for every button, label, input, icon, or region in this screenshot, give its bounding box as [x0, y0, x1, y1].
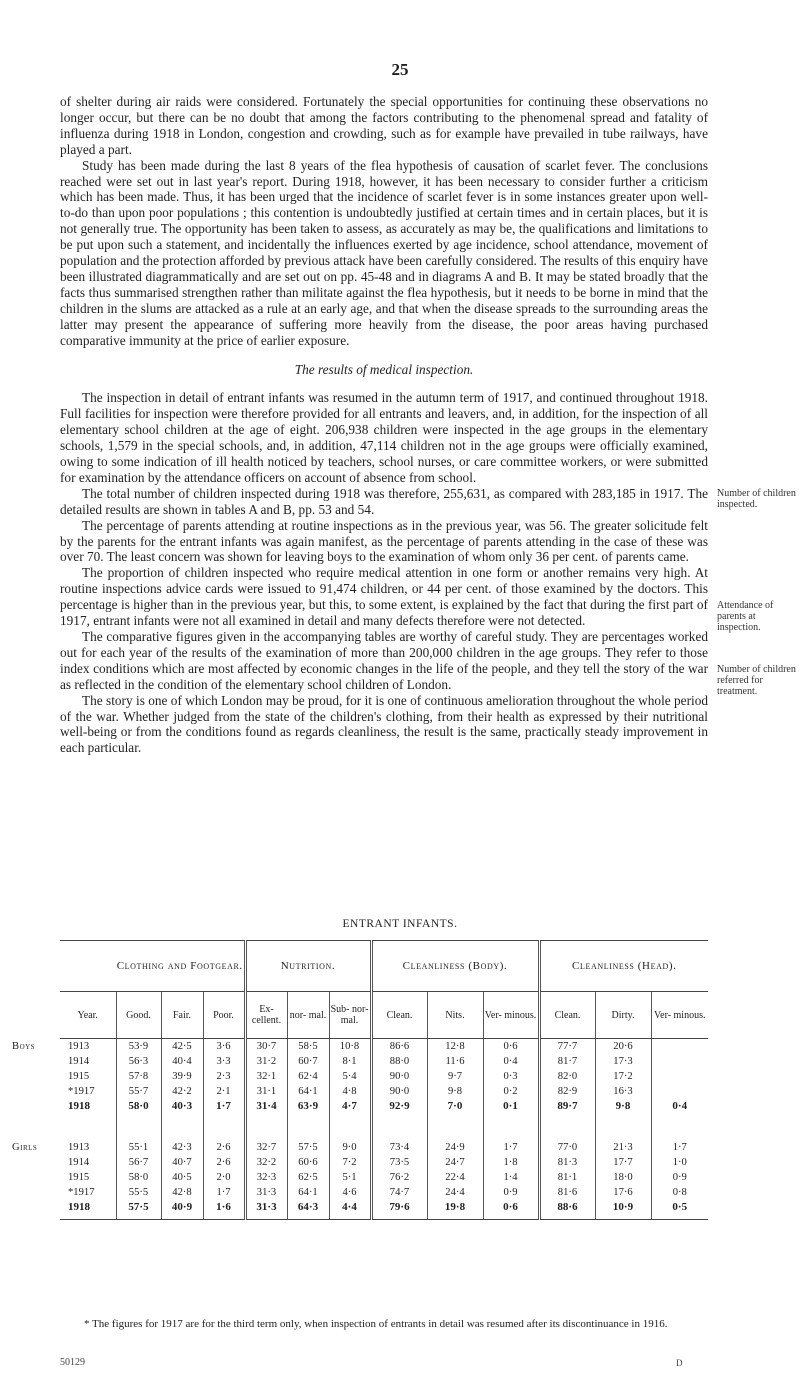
table-cell: 42·8 [161, 1185, 203, 1200]
table-cell: 32·7 [245, 1140, 287, 1155]
table-cell: 90·0 [371, 1069, 427, 1084]
table-cell: 1·7 [203, 1099, 245, 1114]
table-cell: 4·6 [329, 1185, 371, 1200]
table-spacer [60, 1114, 708, 1140]
table-cell: 1·0 [651, 1155, 708, 1170]
table-cell: 0·6 [483, 1039, 539, 1055]
table-cell: 77·0 [539, 1140, 595, 1155]
table-cell: 0·5 [651, 1200, 708, 1220]
margin-note-children-inspected: Number of children inspected. [717, 488, 796, 510]
table-cell: 30·7 [245, 1039, 287, 1055]
table-cell: 77·7 [539, 1039, 595, 1055]
table-cell: 42·2 [161, 1084, 203, 1099]
margin-note-attendance: Attendance of parents at inspection. [717, 600, 774, 633]
table-cell: 2·3 [203, 1069, 245, 1084]
table-cell: 10·8 [329, 1039, 371, 1055]
table-cell: 62·4 [287, 1069, 329, 1084]
table-cell: 19·8 [427, 1200, 483, 1220]
table-cell: 57·5 [287, 1140, 329, 1155]
table-row [60, 1084, 708, 1099]
table-cell: 40·7 [161, 1155, 203, 1170]
table-cell: 4·8 [329, 1084, 371, 1099]
table-cell: 42·5 [161, 1039, 203, 1055]
table-cell: 56·7 [116, 1155, 161, 1170]
table-cell: 73·5 [371, 1155, 427, 1170]
table-row [60, 1155, 708, 1170]
table-row [60, 1200, 708, 1220]
table-cell: 0·1 [483, 1099, 539, 1114]
table-cell: 56·3 [116, 1054, 161, 1069]
col-header: Clean. [371, 992, 427, 1039]
table-cell [651, 1054, 708, 1069]
paragraph: The comparative figures given in the accompanying tables are worthy of careful study. They are percentages worked out for each year of the results of the examination of more than 200,000 children in the age groups. They refer to those index conditions which are most affected by economic changes in the life of the people, and they tell the story of the war as reflected in the condition of the elementary school children of London. [60, 629, 708, 692]
footnote: * The figures for 1917 are for the third term only, when inspection of entrants in detail was resumed after its discontinuance in 1916. [84, 1318, 668, 1330]
year-cell: *1917 [68, 1086, 95, 1097]
table-cell: 82·0 [539, 1069, 595, 1084]
col-header: Year. [60, 992, 116, 1039]
table-cell: 17·7 [595, 1155, 651, 1170]
table-cell: 5·4 [329, 1069, 371, 1084]
signature-mark: D [676, 1358, 683, 1368]
table-cell: 18·0 [595, 1170, 651, 1185]
table-row [60, 1054, 708, 1069]
table-cell: 1·8 [483, 1155, 539, 1170]
table-cell: 10·9 [595, 1200, 651, 1220]
group-clothing: Clothing and Footgear. [116, 941, 245, 992]
table-cell: 39·9 [161, 1069, 203, 1084]
table-cell: 40·5 [161, 1170, 203, 1185]
table-cell: 32·1 [245, 1069, 287, 1084]
table-cell: 1·7 [203, 1185, 245, 1200]
col-header: Poor. [203, 992, 245, 1039]
col-header: Sub- nor- mal. [329, 992, 371, 1039]
table-cell [651, 1039, 708, 1055]
table-cell: 21·3 [595, 1140, 651, 1155]
table-row [60, 1099, 708, 1114]
table-cell: 31·4 [245, 1099, 287, 1114]
table-cell: 90·0 [371, 1084, 427, 1099]
table-cell: 40·4 [161, 1054, 203, 1069]
table-title: ENTRANT INFANTS. [342, 918, 458, 930]
table-row [60, 1185, 708, 1200]
body-text [60, 94, 708, 756]
paragraph: The inspection in detail of entrant infants was resumed in the autumn term of 1917, and continued throughout 1918. Full facilities for inspection were therefore provided for all entrants and leavers, and, in addition, for the inspection of all elementary school children at the age of eight. 206,938 children were inspected in the age groups in the elementary schools, 1,579 in the special schools, and, in addition, 47,114 children not in the age groups were officially examined, owing to some indication of ill health noticed by teachers, school nurses, or care committee workers, or were submitted for examination by the attendance officers on account of absence from school. [60, 390, 708, 485]
year-cell: 1913 [68, 1041, 90, 1052]
table-cell: 64·1 [287, 1084, 329, 1099]
table-cell: 7·2 [329, 1155, 371, 1170]
col-header: Dirty. [595, 992, 651, 1039]
table-cell: 86·6 [371, 1039, 427, 1055]
print-code: 50129 [60, 1357, 85, 1368]
entrant-infants-table [12, 940, 708, 1220]
table-cell: 60·6 [287, 1155, 329, 1170]
table-cell: 4·4 [329, 1200, 371, 1220]
year-cell: *1917 [68, 1187, 95, 1198]
table-cell: 55·1 [116, 1140, 161, 1155]
col-header: Ver- minous. [483, 992, 539, 1039]
table-cell: 81·6 [539, 1185, 595, 1200]
table-cell: 32·3 [245, 1170, 287, 1185]
table-cell: 32·2 [245, 1155, 287, 1170]
table-cell: 57·8 [116, 1069, 161, 1084]
table-cell: 58·5 [287, 1039, 329, 1055]
table-cell: 3·6 [203, 1039, 245, 1055]
table-cell: 88·0 [371, 1054, 427, 1069]
year-cell: 1915 [68, 1172, 90, 1183]
paragraph: The total number of children inspected during 1918 was therefore, 255,631, as compared with 283,185 in 1917. The detailed results are shown in tables A and B, pp. 53 and 54. [60, 485, 708, 517]
table-cell: 74·7 [371, 1185, 427, 1200]
table-cell: 64·1 [287, 1185, 329, 1200]
table-cell: 17·6 [595, 1185, 651, 1200]
table-cell: 62·5 [287, 1170, 329, 1185]
table-cell: 31·1 [245, 1084, 287, 1099]
table-row: Boys 1913 53·9 42·5 3·6 30·7 58·5 10·8 86·6 12·8 0·6 77·7 20·6 [60, 1039, 708, 1055]
table-cell: 0·3 [483, 1069, 539, 1084]
table-cell: 53·9 [116, 1039, 161, 1055]
table-cell: 20·6 [595, 1039, 651, 1055]
paragraph: The story is one of which London may be proud, for it is one of continuous amelioration throughout the whole period of the war. Whether judged from the state of the children's clothing, from their health as expressed by their nutritional well-being or from the conditions found as regards cleanliness, the result is the same, practically steady improvement in each particular. [60, 692, 708, 756]
col-header: Good. [116, 992, 161, 1039]
table-cell: 9·8 [427, 1084, 483, 1099]
table-cell: 24·7 [427, 1155, 483, 1170]
col-header: Nits. [427, 992, 483, 1039]
table-cell: 1·4 [483, 1170, 539, 1185]
table-cell: 55·7 [116, 1084, 161, 1099]
table-cell: 0·4 [483, 1054, 539, 1069]
col-header: Ver- minous. [651, 992, 708, 1039]
table-cell: 89·7 [539, 1099, 595, 1114]
table-row [60, 1069, 708, 1084]
table-cell: 9·0 [329, 1140, 371, 1155]
table-cell: 0·2 [483, 1084, 539, 1099]
page-number: 25 [391, 60, 409, 79]
table-cell: 81·3 [539, 1155, 595, 1170]
group-cleanliness-body: Cleanliness (Body). [371, 941, 539, 992]
table-cell: 3·3 [203, 1054, 245, 1069]
table-cell: 2·6 [203, 1155, 245, 1170]
table-cell: 31·2 [245, 1054, 287, 1069]
table-cell: 1·7 [483, 1140, 539, 1155]
table-cell: 0·9 [651, 1170, 708, 1185]
table-cell: 2·6 [203, 1140, 245, 1155]
col-header: Ex- cellent. [245, 992, 287, 1039]
table-cell: 9·8 [595, 1099, 651, 1114]
table-cell: 8·1 [329, 1054, 371, 1069]
paragraph: of shelter during air raids were considered. Fortunately the special opportunities for continuing these observations no longer occur, but there can be no doubt that among the factors contributing to the phenomenal spread and fatality of influenza during 1918 in London, congestion and crowding, such as for example have prevailed in tube railways, have played a part. [60, 94, 708, 157]
year-cell: 1914 [68, 1056, 90, 1067]
table-cell: 88·6 [539, 1200, 595, 1220]
table-cell: 58·0 [116, 1099, 161, 1114]
col-header: Clean. [539, 992, 595, 1039]
table-cell: 22·4 [427, 1170, 483, 1185]
table-cell: 1·7 [651, 1140, 708, 1155]
table-cell: 79·6 [371, 1200, 427, 1220]
table-cell: 16·3 [595, 1084, 651, 1099]
table-cell: 0·4 [651, 1099, 708, 1114]
table-row: Girls 1913 55·1 42·3 2·6 32·7 57·5 9·0 73·4 24·9 1·7 77·0 21·3 1·7 [60, 1140, 708, 1155]
table-cell: 31·3 [245, 1200, 287, 1220]
table-cell [651, 1069, 708, 1084]
table-cell: 42·3 [161, 1140, 203, 1155]
group-nutrition: Nutrition. [245, 941, 371, 992]
margin-note-referred: Number of children referred for treatment. [717, 664, 796, 697]
table-cell: 73·4 [371, 1140, 427, 1155]
table-cell: 4·7 [329, 1099, 371, 1114]
table-cell: 92·9 [371, 1099, 427, 1114]
table-cell: 5·1 [329, 1170, 371, 1185]
paragraph: The percentage of parents attending at routine inspections as in the previous year, was 56. The greater solicitude felt by the parents for the entrant infants was again manifest, as the percentage of parents attending in the case of these was over 70. The least concern was shown for leaving boys to the examination of whom only 36 per cent. of parents came. [60, 517, 708, 565]
table-cell: 24·4 [427, 1185, 483, 1200]
year-cell: 1918 [68, 1201, 90, 1213]
year-cell: 1918 [68, 1100, 90, 1112]
table-cell: 63·9 [287, 1099, 329, 1114]
paragraph: The proportion of children inspected who require medical attention in one form or another remains very high. At routine inspections advice cards were issued to 91,474 children, or 44 per cent. of those examined by the doctors. This percentage is higher than in the previous year, but this, to some extent, is explained by the fact that during the first part of 1917, entrant infants were not all examined in detail and many defects therefore were not detected. [60, 565, 708, 629]
section-heading: The results of medical inspection. [294, 361, 474, 377]
table-cell: 9·7 [427, 1069, 483, 1084]
year-cell: 1913 [68, 1142, 90, 1153]
table-cell: 2·0 [203, 1170, 245, 1185]
table-cell: 0·6 [483, 1200, 539, 1220]
table-cell: 82·9 [539, 1084, 595, 1099]
group-cleanliness-head: Cleanliness (Head). [539, 941, 708, 992]
table-cell: 31·3 [245, 1185, 287, 1200]
table-cell: 58·0 [116, 1170, 161, 1185]
table-cell: 76·2 [371, 1170, 427, 1185]
table-cell: 57·5 [116, 1200, 161, 1220]
table-cell: 11·6 [427, 1054, 483, 1069]
col-header: Fair. [161, 992, 203, 1039]
table-cell: 81·7 [539, 1054, 595, 1069]
table-cell: 81·1 [539, 1170, 595, 1185]
table-cell: 0·8 [651, 1185, 708, 1200]
table-cell: 40·9 [161, 1200, 203, 1220]
year-cell: 1915 [68, 1071, 90, 1082]
table-row [60, 1170, 708, 1185]
table-body [12, 1039, 708, 1220]
table-cell: 0·9 [483, 1185, 539, 1200]
year-cell: 1914 [68, 1157, 90, 1168]
table-cell: 60·7 [287, 1054, 329, 1069]
paragraph: Study has been made during the last 8 years of the flea hypothesis of causation of scarlet fever. The conclusions reached were set out in last year's report. During 1918, however, it has been necessary to consider further a criticism which has been made. Thus, it has been urged that the incidence of scarlet fever is in some instances greater upon well-to-do than upon poor populations ; this contention is undoubtedly justified at certain times and in certain places, but it is not generally true. The opportunity has been taken to assess, as accurately as may be, the qualifications and limitations to be put upon such a statement, and incidentally the influences exerted by age incidence, school attendance, movement of population and the protection afforded by previous attack have been carefully considered. The results of this enquiry have been illustrated diagrammatically and are set out on pp. 45-48 and in diagrams A and B. It may be stated broadly that the facts thus summarised strengthen rather than militate against the flea hypothesis, but it needs to be borne in mind that the children in the slums are attacked as a rule at an early age, and that when the disease spreads to the surrounding areas the latter may present the appearance of suffering more heavily from the disease, the poor areas having purchased comparative immunity at the price of earlier exposure. [60, 157, 708, 348]
table-cell: 7·0 [427, 1099, 483, 1114]
col-header: nor- mal. [287, 992, 329, 1039]
table-cell: 40·3 [161, 1099, 203, 1114]
table-cell: 1·6 [203, 1200, 245, 1220]
table-cell: 55·5 [116, 1185, 161, 1200]
table-cell: 17·2 [595, 1069, 651, 1084]
table-cell: 64·3 [287, 1200, 329, 1220]
table-cell: 12·8 [427, 1039, 483, 1055]
table-cell: 24·9 [427, 1140, 483, 1155]
table-cell: 17·3 [595, 1054, 651, 1069]
table-cell [651, 1084, 708, 1099]
table-cell: 2·1 [203, 1084, 245, 1099]
